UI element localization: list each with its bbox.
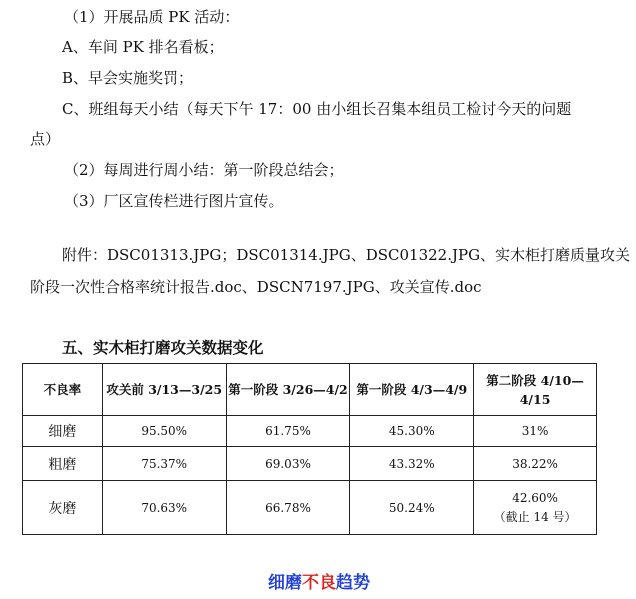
table-cell: 31%: [474, 416, 597, 447]
row-label: 粗磨: [23, 447, 103, 481]
table-cell: 66.78%: [226, 481, 350, 535]
column-name: 攻关前: [106, 382, 144, 397]
row-label: 灰磨: [23, 481, 103, 535]
activity-sub-c-continued: 点）: [30, 130, 61, 148]
table-row: [23, 447, 597, 481]
row-label: 细磨: [23, 416, 103, 447]
title-part-fine-grinding: 细磨: [268, 573, 302, 593]
column-date-range: 3/26—4/2: [282, 382, 348, 397]
column-date-range: 4/10—4/15: [519, 372, 584, 407]
activity-item-1: （1）开展品质 PK 活动：: [64, 8, 240, 26]
activity-sub-a: A、车间 PK 排名看板；: [62, 38, 224, 56]
table-cell: 61.75%: [226, 416, 350, 447]
table-cell: [474, 481, 597, 535]
table-cell: 75.37%: [102, 447, 226, 481]
title-part-trend: 趋势: [336, 573, 370, 593]
table-header-cell: [350, 364, 474, 416]
column-name: 第二阶段: [486, 372, 537, 388]
activity-sub-c: C、班组每天小结（每天下午 17：00 由小组长召集本组员工检讨今天的问题: [62, 100, 572, 118]
table-cell: 50.24%: [350, 481, 474, 535]
activity-sub-b: B、早会实施奖罚；: [62, 69, 194, 87]
table-row: [23, 481, 597, 535]
table-header-row: [23, 364, 597, 416]
table-header-cell: [474, 364, 597, 416]
table-row: [23, 416, 597, 447]
table-cell: 70.63%: [102, 481, 226, 535]
table-header-cell: [102, 364, 226, 416]
column-date-range: 3/13—3/25: [148, 382, 223, 397]
table-cell: 95.50%: [102, 416, 226, 447]
trend-chart-title: [268, 568, 370, 593]
activity-item-2: （2）每周进行周小结：第一阶段总结会；: [64, 161, 344, 179]
column-name: 第一阶段: [356, 382, 407, 397]
table-cell: 69.03%: [226, 447, 350, 481]
title-part-defect: 不良: [302, 573, 336, 593]
attachment-line-1: 附件：DSC01313.JPG；DSC01314.JPG、DSC01322.JPG、实木柜打磨质量攻关: [62, 246, 631, 264]
column-name: 第一阶段: [228, 382, 279, 397]
table-header-cell: [226, 364, 350, 416]
table-cell: 38.22%: [474, 447, 597, 481]
column-date-range: 4/3—4/9: [410, 382, 468, 397]
activity-item-3: （3）厂区宣传栏进行图片宣传。: [64, 192, 284, 210]
table-header-defect-rate: 不良率: [23, 364, 103, 416]
section-heading: 五、实木柜打磨攻关数据变化: [62, 338, 264, 357]
table-cell: 43.32%: [350, 447, 474, 481]
cell-note: （截止 14 号）: [493, 509, 577, 524]
attachment-line-2: 阶段一次性合格率统计报告.doc、DSCN7197.JPG、攻关宣传.doc: [30, 278, 482, 296]
table-cell: 45.30%: [350, 416, 474, 447]
defect-rate-table: [22, 363, 597, 535]
cell-value: 42.60%: [512, 490, 558, 505]
